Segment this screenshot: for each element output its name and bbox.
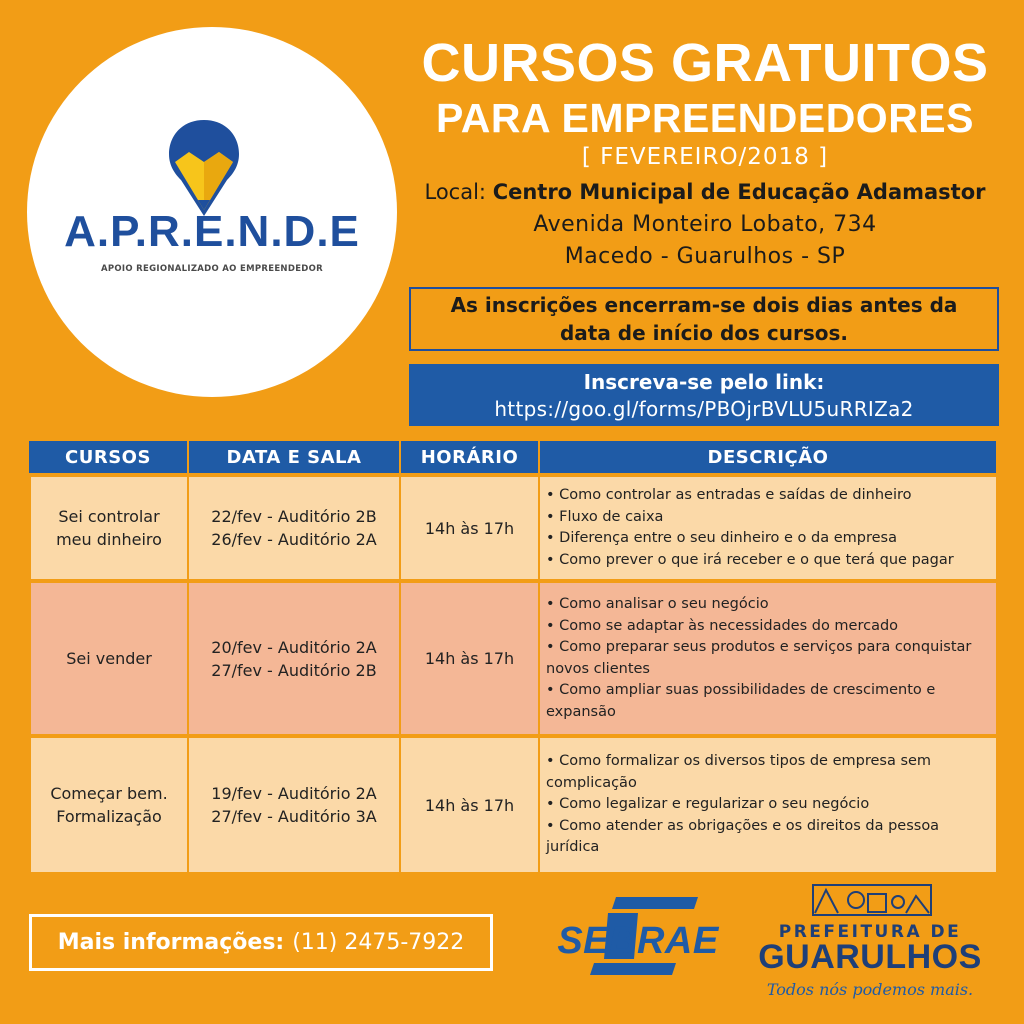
course-name-line: meu dinheiro	[56, 530, 162, 549]
table-row-dates	[187, 475, 401, 581]
address-line-2: Macedo - Guarulhos - SP	[564, 244, 846, 269]
registration-notice: As inscrições encerram-se dois dias antes da data de início dos cursos.	[409, 287, 999, 351]
date-room-line: 27/fev - Auditório 2B	[211, 660, 377, 680]
location-place: Centro Municipal de Educação Adamastor	[492, 180, 986, 204]
table-row-course	[29, 736, 189, 874]
signup-box	[409, 364, 999, 426]
description-item: • Como se adaptar às necessidades do mercado	[546, 617, 899, 634]
table-row-dates	[187, 736, 401, 874]
date-room-line: 26/fev - Auditório 2A	[211, 530, 377, 549]
address-line-1: Avenida Monteiro Lobato, 734	[533, 212, 877, 237]
table-row-time: 14h às 17h	[399, 736, 540, 874]
course-name-line: Formalização	[56, 807, 162, 826]
table-row-course	[29, 581, 189, 736]
description-item: • Como legalizar e regularizar o seu negócio	[546, 796, 870, 813]
prefeitura-line-1: PREFEITURA DE	[778, 922, 962, 942]
table-header-courses: CURSOS	[29, 441, 187, 473]
description-item: • Como prever o que irá receber e o que terá que pagar	[546, 551, 954, 568]
more-info-box	[29, 914, 493, 971]
pencil-pin-icon	[165, 118, 243, 218]
date-room-line: 27/fev - Auditório 3A	[211, 807, 377, 826]
date-room-line: 19/fev - Auditório 2A	[211, 784, 377, 803]
course-name-line: Sei vender	[66, 649, 152, 668]
description-item: • Diferença entre o seu dinheiro e o da empresa	[546, 530, 897, 546]
description-item: • Fluxo de caixa	[546, 508, 664, 525]
table-row-dates	[187, 581, 401, 736]
location-line	[405, 180, 1005, 204]
description-item: • Como atender as obrigações e os direitos da pessoa jurídica	[546, 817, 940, 856]
description-item: • Como formalizar os diversos tipos de empresa sem complicação	[546, 753, 932, 791]
description-item: • Como analisar o seu negócio	[546, 596, 769, 612]
table-row-course	[29, 475, 189, 581]
more-info-label: Mais informações:	[57, 930, 285, 955]
title-line-2: PARA EMPREENDEDORES	[435, 95, 974, 141]
city-skyline-icon	[812, 884, 932, 916]
prefeitura-line-2: GUARULHOS	[758, 938, 982, 976]
phone-number[interactable]: (11) 2475-7922	[292, 930, 465, 955]
table-header-description: DESCRIÇÃO	[540, 441, 996, 473]
table-row-description	[538, 475, 998, 581]
description-item: • Como preparar seus produtos e serviços para conquistar novos clientes	[546, 639, 972, 677]
aprende-logo-text: A.P.R.E.N.D.E	[64, 207, 360, 256]
description-item: • Como controlar as entradas e saídas de dinheiro	[546, 487, 912, 503]
table-row-time: 14h às 17h	[399, 475, 540, 581]
table-header-date-room: DATA E SALA	[189, 441, 399, 473]
table-row-description	[538, 581, 998, 736]
date-room-line: 22/fev - Auditório 2B	[211, 507, 377, 526]
signup-label: Inscreva-se pelo link:	[583, 370, 825, 394]
course-name-line: Sei controlar	[58, 507, 160, 526]
prefeitura-slogan: Todos nós podemos mais.	[766, 980, 974, 999]
location-label: Local:	[424, 180, 486, 204]
table-row-description	[538, 736, 998, 874]
course-name-line: Começar bem.	[50, 784, 168, 803]
aprende-logo-subtitle: APOIO REGIONALIZADO AO EMPREENDEDOR	[100, 264, 324, 274]
sebrae-logo-text: SEBRAE	[557, 920, 719, 962]
table-row-time: 14h às 17h	[399, 581, 540, 736]
description-item: • Como ampliar suas possibilidades de crescimento e expansão	[546, 682, 936, 720]
period-label: [ FEVEREIRO/2018 ]	[581, 144, 829, 170]
table-header-time: HORÁRIO	[401, 441, 538, 473]
signup-link[interactable]: https://goo.gl/forms/PBOjrBVLU5uRRIZa2	[494, 397, 914, 421]
title-line-1: CURSOS GRATUITOS	[421, 33, 989, 93]
date-room-line: 20/fev - Auditório 2A	[211, 637, 377, 657]
